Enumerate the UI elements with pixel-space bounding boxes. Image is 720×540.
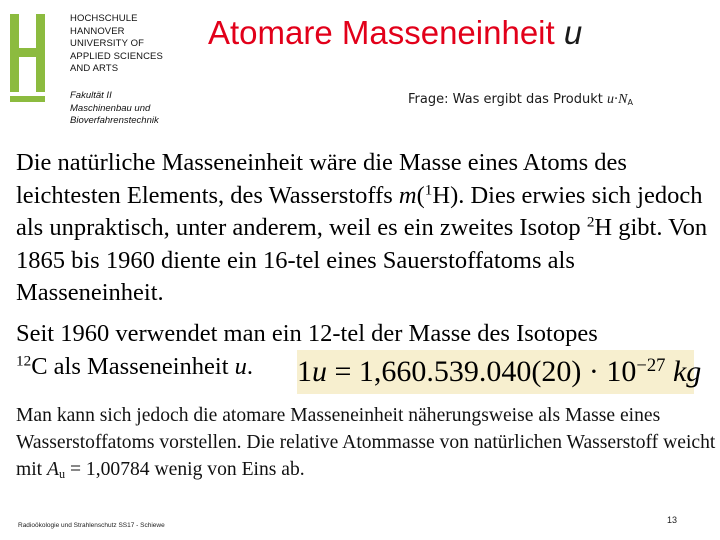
formula-number: 1: [297, 355, 312, 388]
formula-box: [297, 350, 702, 394]
slide-title: [208, 14, 708, 52]
paragraph-hydrogen-approx: [16, 402, 716, 483]
para1-superscript: 1: [424, 181, 433, 199]
institution-name: [70, 13, 163, 76]
formula-exponent: −27: [636, 354, 666, 376]
para3-text: = 1,00784 wenig von Eins ab.: [65, 459, 305, 480]
para2-text: Seit 1960 verwendet man ein 12-tel der Masse des Isotopes: [16, 320, 598, 347]
institution-line: HOCHSCHULE: [70, 13, 138, 24]
para1-text: H gibt. Von 1865 bis 1960 diente ein 16-tel eines Sauerstoffatoms als Masseneinheit.: [16, 214, 708, 307]
para1-text: H). Dies erwies sich jedoch als unpraktisch, unter anderem, weil es ein zweites Isotop: [16, 181, 703, 242]
title-text: Atomare Masseneinheit: [208, 14, 555, 51]
title-symbol: u: [563, 14, 583, 51]
para3-text: Man kann sich jedoch die atomare Masseneinheit näherungsweise als Masse eines Wasserstoffatoms vorstellen. Die relative Atommasse von natürlichen Wasserstoff weicht mit: [16, 405, 716, 480]
para2-u-symbol: u: [234, 352, 247, 380]
formula-value: = 1,660.539.040(20) · 10: [327, 355, 637, 388]
faculty-line: Fakultät II: [70, 90, 112, 101]
question-u: u: [606, 92, 614, 107]
formula-unit: kg: [672, 355, 702, 388]
hsh-logo-icon: [6, 8, 56, 104]
faculty-line: Maschinenbau und: [70, 102, 151, 114]
para2-text: .: [246, 352, 254, 380]
question-n-subscript: A: [627, 98, 633, 107]
institution-line: AND ARTS: [70, 63, 119, 75]
paragraph-natural-unit: [16, 147, 716, 310]
para1-mass-symbol: m: [398, 181, 417, 209]
para1-superscript: 2: [586, 213, 595, 231]
institution-line: UNIVERSITY OF: [70, 38, 144, 50]
formula-u: u: [312, 355, 327, 388]
question-text: [408, 92, 633, 108]
institution-line: APPLIED SCIENCES: [70, 50, 163, 62]
faculty-name: [70, 90, 159, 128]
question-prefix: Frage: Was ergibt das Produkt: [408, 92, 607, 107]
para3-subscript: u: [59, 467, 66, 482]
para3-a-symbol: A: [47, 459, 59, 480]
university-logo: [6, 8, 176, 133]
para2-superscript: 12: [16, 352, 32, 370]
para1-text: Die natürliche Masseneinheit wäre die Masse eines Atoms des leichtesten Elements, des Wasserstoffs: [16, 149, 627, 209]
institution-line: HANNOVER: [70, 25, 125, 37]
para2-text: C als Masseneinheit: [31, 352, 235, 380]
para1-text: (: [416, 181, 425, 209]
footer-text: Radioökologie und Strahlenschutz SS17 - Schiewe: [18, 522, 165, 529]
faculty-line: Bioverfahrenstechnik: [70, 115, 159, 127]
question-dot: ·: [613, 92, 619, 107]
question-n: N: [618, 92, 628, 107]
page-number: 13: [667, 515, 678, 525]
